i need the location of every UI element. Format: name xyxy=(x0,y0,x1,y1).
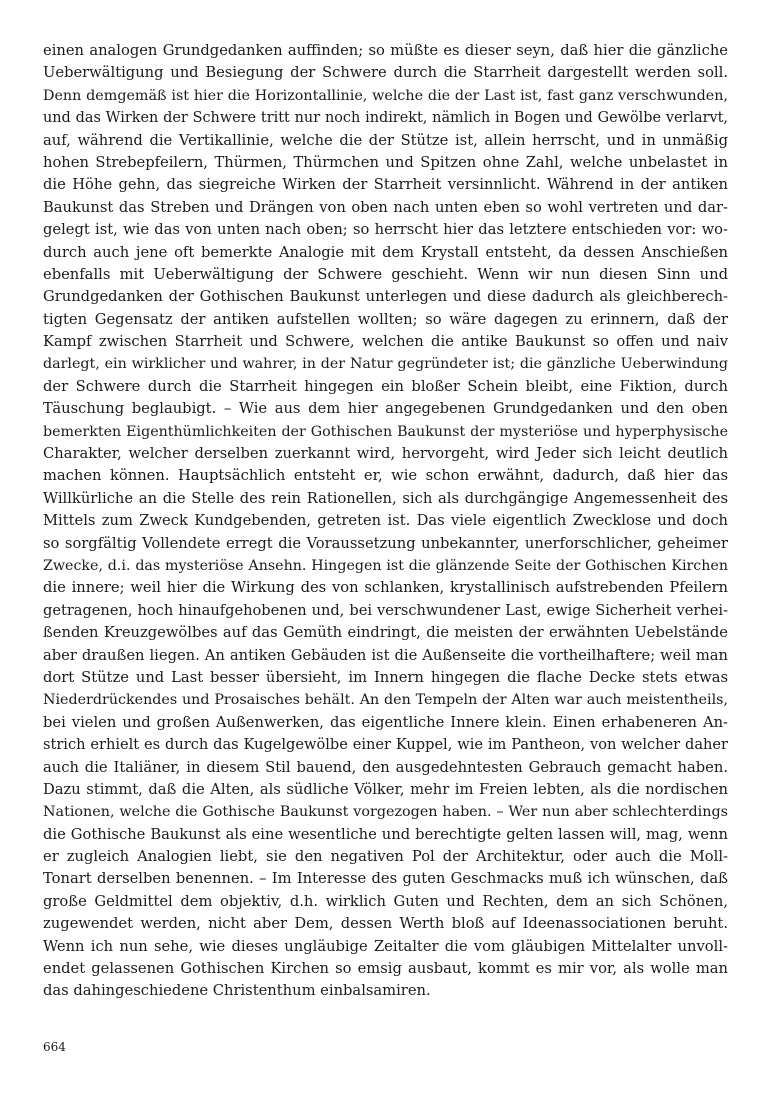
text-line: Denn demgemäß ist hier die Horizontallinie, welche die der Last ist, fast ganz verschwunden, xyxy=(43,87,728,104)
text-line: getragenen, hoch hinaufgehobenen und, bei verschwundener Last, ewige Sicherheit verhei- xyxy=(43,601,728,619)
text-line: Täuschung beglaubigt. – Wie aus dem hier angegebenen Grundgedanken und den oben xyxy=(43,400,728,418)
text-line: große Geldmittel dem objektiv, d.h. wirklich Guten und Rechten, dem an sich Schönen, xyxy=(43,892,728,910)
text-line: tigten Gegensatz der antiken aufstellen wollten; so wäre dagegen zu erinnern, daß der xyxy=(43,310,728,328)
text-line: Baukunst das Streben und Drängen von oben nach unten eben so wohl vertreten und dar- xyxy=(43,198,728,216)
text-line: aber draußen liegen. An antiken Gebäuden ist die Außenseite die vortheilhaftere; weil man xyxy=(43,646,728,664)
text-line: Tonart derselben benennen. – Im Interesse des guten Geschmacks muß ich wünschen, daß xyxy=(43,870,728,888)
text-line: Nationen, welche die Gothische Baukunst vorgezogen haben. – Wer nun aber schlechterdings xyxy=(43,804,728,821)
text-line: und das Wirken der Schwere tritt nur noch indirekt, nämlich in Bogen und Gewölbe verlarvt, xyxy=(43,110,728,127)
text-line: auch die Italiäner, in diesem Stil bauend, den ausgedehntesten Gebrauch gemacht haben. xyxy=(43,758,728,776)
text-line: so sorgfältig Vollendete erregt die Voraussetzung unbekannter, unerforschlicher, geheimer xyxy=(43,534,728,552)
text-line: bemerkten Eigenthümlichkeiten der Gothischen Baukunst der mysteriöse und hyperphysische xyxy=(43,423,728,440)
text-line: darlegt, ein wirklicher und wahrer, in der Natur gegründeter ist; die gänzliche Ueberwindung xyxy=(43,356,728,373)
text-line: Grundgedanken der Gothischen Baukunst unterlegen und diese dadurch als gleichberech- xyxy=(43,288,728,306)
text-line: einen analogen Grundgedanken auffinden; so müßte es dieser seyn, daß hier die gänzliche xyxy=(43,42,728,59)
text-line: hohen Strebepfeilern, Thürmen, Thürmchen und Spitzen ohne Zahl, welche unbelastet in xyxy=(43,153,728,171)
body-text xyxy=(43,40,728,1003)
text-line: endet gelassenen Gothischen Kirchen so emsig ausbaut, kommt es mir vor, als wolle man xyxy=(43,960,728,978)
text-line: strich erhielt es durch das Kugelgewölbe einer Kuppel, wie im Pantheon, von welcher daher xyxy=(43,736,728,754)
text-line: Willkürliche an die Stelle des rein Rationellen, sich als durchgängige Angemessenheit des xyxy=(43,489,728,507)
text-line: machen können. Hauptsächlich entsteht er, wie schon erwähnt, dadurch, daß hier das xyxy=(43,467,728,485)
text-line: er zugleich Analogien liebt, sie den negativen Pol der Architektur, oder auch die Moll- xyxy=(43,848,728,866)
text-line: zugewendet werden, nicht aber Dem, dessen Werth bloß auf Ideenassociationen beruht. xyxy=(43,915,728,933)
text-line: auf, während die Vertikallinie, welche die der Stütze ist, allein herrscht, und in unmäßig xyxy=(43,131,728,149)
text-line: dort Stütze und Last besser übersieht, im Innern hingegen die flache Decke stets etwas xyxy=(43,668,728,686)
text-line: Charakter, welcher derselben zuerkannt wird, hervorgeht, wird Jeder sich leicht deutlich xyxy=(43,445,728,463)
text-line: die Höhe gehn, das siegreiche Wirken der Starrheit versinnlicht. Während in der antiken xyxy=(43,176,728,194)
page-number: 664 xyxy=(43,1040,66,1054)
text-line: ßenden Kreuzgewölbes auf das Gemüth eindringt, die meisten der erwähnten Uebelstände xyxy=(43,624,728,642)
text-line: die Gothische Baukunst als eine wesentliche und berechtigte gelten lassen will, mag, wenn xyxy=(43,825,728,843)
text-line: das dahingeschiedene Christenthum einbalsamiren. xyxy=(43,982,431,1000)
text-line: Dazu stimmt, daß die Alten, als südliche Völker, mehr im Freien lebten, als die nordischen xyxy=(43,780,728,798)
text-line: bei vielen und großen Außenwerken, das eigentliche Innere klein. Einen erhabeneren An- xyxy=(43,713,728,731)
text-line: Wenn ich nun sehe, wie dieses ungläubige Zeitalter die vom gläubigen Mittelalter unvoll- xyxy=(43,937,728,955)
text-line: Kampf zwischen Starrheit und Schwere, welchen die antike Baukunst so offen und naiv xyxy=(43,333,728,351)
text-line: Mittels zum Zweck Kundgebenden, getreten ist. Das viele eigentlich Zwecklose und doch xyxy=(43,512,728,530)
text-line: gelegt ist, wie das von unten nach oben; so herrscht hier das letztere entschieden vor: wo- xyxy=(43,221,728,239)
text-line: die innere; weil hier die Wirkung des von schlanken, krystallinisch aufstrebenden Pfeilern xyxy=(43,579,728,597)
text-line: der Schwere durch die Starrheit hingegen ein bloßer Schein bleibt, eine Fiktion, durch xyxy=(43,377,728,395)
text-line: Niederdrückendes und Prosaisches behält. An den Tempeln der Alten war auch meistentheils, xyxy=(43,692,728,709)
text-line: ebenfalls mit Ueberwältigung der Schwere geschieht. Wenn wir nun diesen Sinn und xyxy=(43,265,728,283)
text-line: durch auch jene oft bemerkte Analogie mit dem Krystall entsteht, da dessen Anschießen xyxy=(43,243,728,261)
text-line: Ueberwältigung und Besiegung der Schwere durch die Starrheit dargestellt werden soll. xyxy=(43,64,728,82)
text-line: Zwecke, d.i. das mysteriöse Ansehn. Hingegen ist die glänzende Seite der Gothischen Kirchen xyxy=(43,557,728,574)
